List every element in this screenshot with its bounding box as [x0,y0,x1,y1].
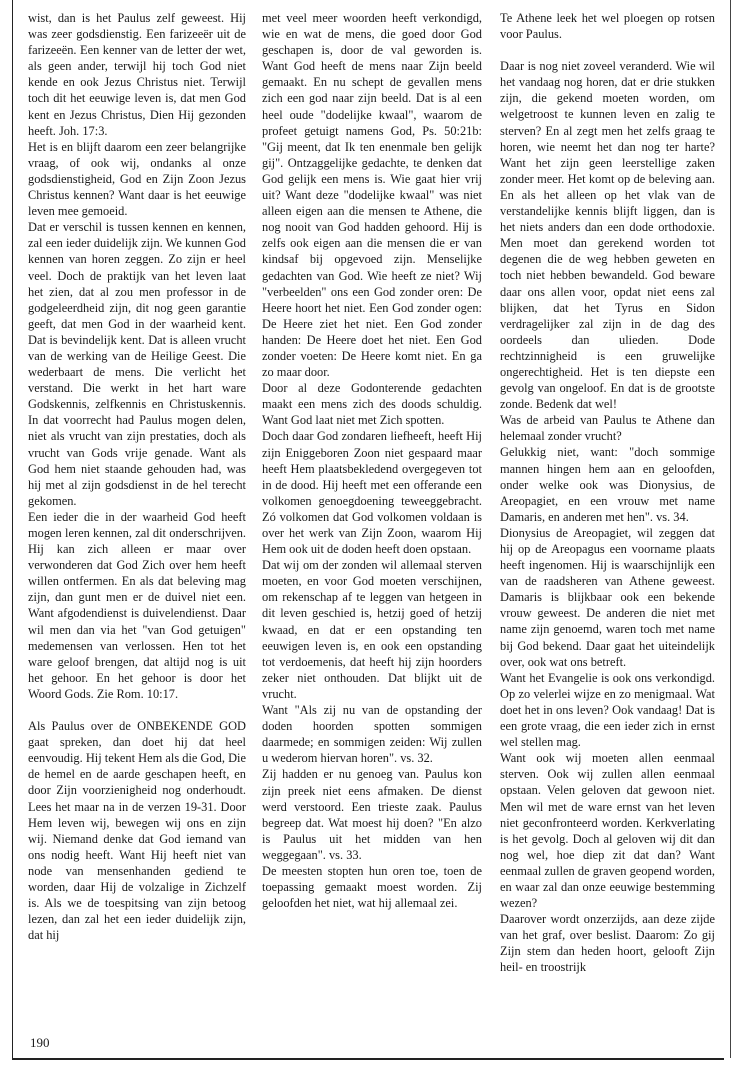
paragraph: Dat wij om der zonden wil allemaal sterven moeten, en voor God moeten verschijnen, om rekenschap af te leggen van hetgeen in dit leven geschied is, hetzij goed of hetzij kwaad, en dat er een opstanding ten eeuwigen leven is, en ook een opstanding tot verdoemenis, dat heeft hij zijn hoorders zeker niet onthouden. Dat blijkt uit de vrucht. [262,558,482,701]
paragraph: Te Athene leek het wel ploegen op rotsen voor Paulus. [500,11,715,42]
paragraph: Was de arbeid van Paulus te Athene dan helemaal zonder vrucht? [500,413,715,444]
text-column-right [500,10,715,976]
page-number: 190 [30,1035,50,1050]
paragraph: Doch daar God zondaren liefheeft, heeft Hij zijn Eniggeboren Zoon niet gespaard maar heeft Hem plaatsbekledend overgegeven tot in de dood. Hij heeft met een offerande een volkomen genoegdoening teweeggebracht. Zó volkomen dat God volkomen voldaan is over het werk van Zijn Zoon, waarom Hij Hem ook uit de doden heeft doen opstaan. [262,429,482,557]
text-column-middle [262,10,482,911]
paragraph: Gelukkig niet, want: "doch sommige mannen hingen hem aan en geloofden, onder welke ook was Dionysius, de Areopagiet, en een vrouw met name Damaris, en anderen met hen". vs. 34. [500,445,715,524]
paragraph: Als Paulus over de ONBEKENDE GOD gaat spreken, dan doet hij dat heel eenvoudig. Hij tekent Hem als die God, Die de hemel en de aarde geschapen heeft, en door Zijn voorzienigheid nog onderhoudt. Lees het maar na in de verzen 19-31. Door Hem leven wij, bewegen wij ons en zijn wij. Niemand denke dat God iemand van ons nodig heeft. Want Hij heeft niet van node van mensenhanden gediend te worden, daar Hij de volzalige in Zichzelf is. Als we de toespitsing van zijn betoog lezen, dan zal het een ieder duidelijk zijn, dat hij [28,719,246,943]
paragraph: Dionysius de Areopagiet, wil zeggen dat hij op de Areopagus een voorname plaats heeft ingenomen. Hij is waarschijnlijk een van de raadsheren van Athene geweest. Damaris is blijkbaar ook een bekende vrouw geweest. De anderen die niet met name zijn genoemd, waren toch met name bij God bekend. Daar gaat het uiteindelijk over, ook wat ons betreft. [500,525,715,669]
paragraph: Dat er verschil is tussen kennen en kennen, zal een ieder duidelijk zijn. We kunnen God kennen van horen zeggen. Zo zijn er heel veel. Doch de praktijk van het leven laat het zien, dat al zou men professor in de godgeleerdheid zijn, dit nog geen garantie geeft, dat men God in der waarheid kent. Dat is bevindelijk kent. Dat is alleen vrucht van de werking van de Heilige Geest. Die wederbaart de mens. Die verlicht het verstand. Die werkt in het hart ware Godskennis, zelfkennis en Christuskennis. In dat voorrecht had Paulus mogen delen, niet als vrucht van zijn prestaties, doch als vrucht van Gods vrije genade. Want als God hem niet staande gehouden had, was hij met al zijn godsdienst in de hel terecht gekomen. [28,220,246,508]
paragraph: Daar is nog niet zoveel veranderd. Wie wil het vandaag nog horen, dat er drie stukken zijn, die gekend moeten worden, om welgetroost te kunnen leven en zalig te sterven? En al zegt men het zelfs graag te horen, wie neemt het dan nog ter harte? Want het zijn geen leerstellige zaken zonder meer. Het komt op de beleving aan. En als het alleen op het vlak van de verstandelijke kennis blijft liggen, dan is het niets anders dan een dode orthodoxie. Men moet dan gerekend worden tot degenen die de weg hebben geweten en toch niet hebben bewandeld. God beware daar ons allen voor, opdat niet eens zal blijken, dat het Tyrus en Sidon verdragelijker zal zijn in de dag des oordeels dan ulieden. Dode rechtzinnigheid is een gruwelijke ongerechtigheid. Het is ten diepste een gevolg van ongeloof. En dat is de grootste zonde. Bedenk dat wel! [500,59,715,412]
footer-rule [12,1058,724,1060]
paragraph: Zij hadden er nu genoeg van. Paulus kon zijn preek niet eens afmaken. De dienst werd verstoord. Een trieste zaak. Paulus begreep dat. Wat moest hij doen? "En alzo is Paulus uit het midden van hen weggegaan". vs. 33. [262,767,482,862]
paragraph: De meesten stopten hun oren toe, toen de toepassing gemaakt moest worden. Zij geloofden het niet, wat hij allemaal zei. [262,863,482,911]
paragraph: Want het Evangelie is ook ons verkondigd. Op zo velerlei wijze en zo menigmaal. Wat doet het in ons leven? Ook vandaag! Dat is een grote vraag, die een ieder zich in ernst wel stellen mag. [500,670,715,750]
text-column-left [28,10,246,943]
paragraph: Door al deze Godonterende gedachten maakt een mens zich des doods schuldig. Want God laat niet met Zich spotten. [262,381,482,428]
paragraph: met veel meer woorden heeft verkondigd, wie en wat de mens, die goed door God geschapen is, door de val geworden is. Want God heeft de mens naar Zijn beeld gemaakt. En nu schept de gevallen mens zich een god naar zijn beeld. Dat is al een heel oude "dodelijke kwaal", waarom de profeet getuigt namens God, Ps. 50:21b: "Gij meent, dat Ik ten enenmale ben gelijk gij". Ontzaggelijke gedachte, te denken dat God gelijk een mens is. Wie gaat hier vrij uit? Want deze "dodelijke kwaal" was niet alleen eigen aan die mensen te Athene, die nog nooit van God hadden gehoord. Hij is zelfs ook eigen aan die mensen die er van kindsaf bij opgevoed zijn. Menselijke gedachten van God. Wie heeft ze niet? Wij "verbeelden" ons een God zonder oren: De Heere hoort het niet. Een God zonder ogen: De Heere ziet het niet. Een God zonder handen: De Heere doet het niet. Een God zonder voeten: De Heere komt niet. En ga zo maar door. [262,11,482,380]
page-right-edge [730,0,731,1058]
paragraph: wist, dan is het Paulus zelf geweest. Hij was zeer godsdienstig. Een farizeeër uit de farizeeën. Een kenner van de letter der wet, als geen ander, terwijl hij toch God niet kende en ook Jezus Christus niet. Terwijl toch dit het eeuwige leven is, dat men God kent en Jezus Christus, Dien Hij gezonden heeft. Joh. 17:3. [28,11,246,138]
paragraph: Want ook wij moeten allen eenmaal sterven. Ook wij zullen allen eenmaal opstaan. Velen geloven dat gewoon niet. Men wil met de ware ernst van het leven niet geconfronteerd worden. Kerkverlating is het gevolg. Doch al geloven wij dit dan nog wel, hoe diep zit dat dan? Want eenmaal zullen de graven geopend worden, en waar zal dan onze eeuwige bestemming wezen? [500,751,715,911]
paragraph: Het is en blijft daarom een zeer belangrijke vraag, of ook wij, ondanks al onze godsdienstigheid, God en Zijn Zoon Jezus Christus kennen? Want daar is het eeuwige leven mee gemoeid. [28,139,246,219]
paragraph: Daarover wordt onzerzijds, aan deze zijde van het graf, over beslist. Daarom: Zo gij Zijn stem dan heden hoort, gelooft Zijn heil- en troostrijk [500,912,715,975]
paragraph: Een ieder die in der waarheid God heeft mogen leren kennen, zal dit onderschrijven. Hij kan zich alleen er maar over verwonderen dat God Zich over hem heeft willen ontfermen. En als dat beleving mag zijn, dan gunt men er de duivel niet een. Want afgodendienst is duivelendienst. Daar wil men dan via het "van God getuigen" medemensen van verlossen. Hen tot het ware geloof brengen, dat altijd nog is uit het gehoor. En het gehoor is door het Woord Gods. Zie Rom. 10:17. [28,509,246,701]
paragraph: Want "Als zij nu van de opstanding der doden hoorden spotten sommigen daarmede; en sommigen zeiden: Wij zullen u wederom hiervan horen". vs. 32. [262,703,482,766]
page-left-edge [12,0,13,1058]
